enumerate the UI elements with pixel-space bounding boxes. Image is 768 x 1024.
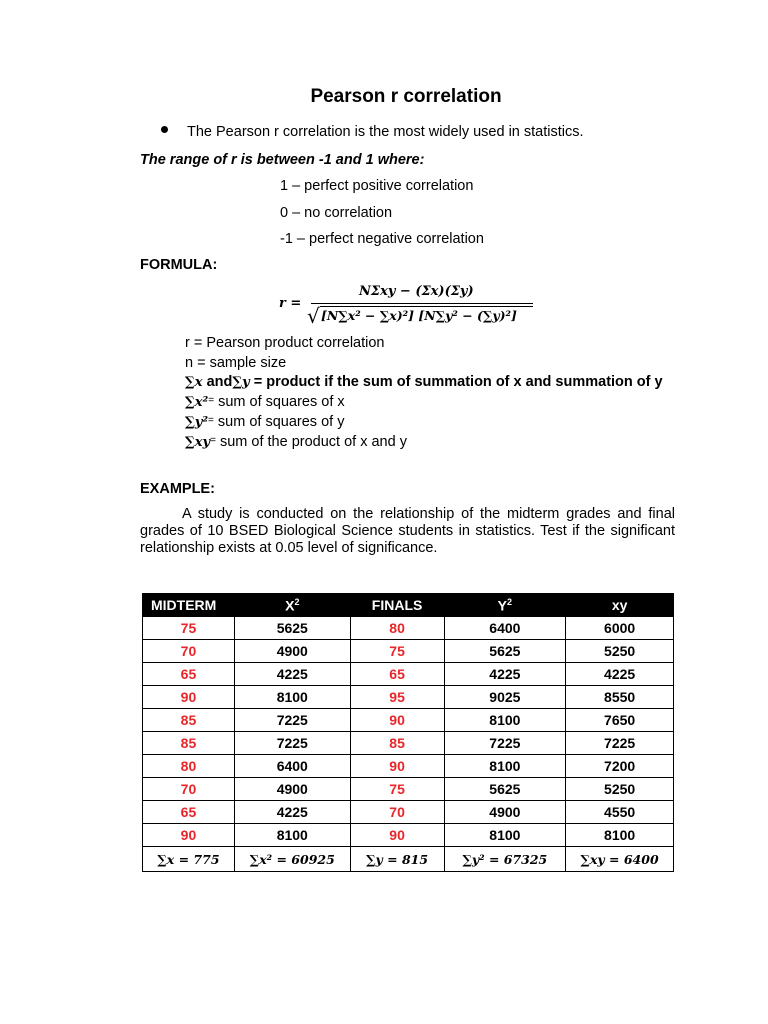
equals-sign: =	[208, 415, 214, 426]
table-cell: 5250	[566, 778, 674, 801]
table-cell: 4225	[234, 801, 350, 824]
table-cell: 8100	[234, 824, 350, 847]
table-cell: 80	[350, 617, 444, 640]
sum-y2: ∑y² = 67325	[444, 847, 566, 872]
table-row	[143, 755, 674, 778]
table-cell: 8550	[566, 686, 674, 709]
table-row	[143, 686, 674, 709]
formula-numerator: NΣxy − (Σx)(Σy)	[359, 284, 474, 299]
table-row	[143, 617, 674, 640]
table-cell: 65	[143, 801, 235, 824]
definition-symbol: ∑x²	[185, 395, 209, 410]
table-cell: 90	[350, 824, 444, 847]
table-cell: 4900	[234, 640, 350, 663]
header-x2-label: X	[285, 597, 295, 614]
table-cell: 7200	[566, 755, 674, 778]
table-cell: 8100	[234, 686, 350, 709]
table-cell: 70	[350, 801, 444, 824]
table-cell: 9025	[444, 686, 566, 709]
table-row	[143, 732, 674, 755]
range-item: 0 – no correlation	[280, 205, 393, 221]
sqrt-icon: √	[307, 304, 320, 328]
table-header-row	[143, 594, 674, 617]
sum-xy: ∑xy = 6400	[566, 847, 674, 872]
definition-sum-y2	[185, 414, 344, 430]
table-cell: 5250	[566, 640, 674, 663]
definition-n: n = sample size	[185, 355, 287, 371]
definition-sum-xy-product	[185, 434, 407, 450]
table-cell: 7225	[234, 709, 350, 732]
table-row	[143, 663, 674, 686]
table-row	[143, 824, 674, 847]
definition-r: r = Pearson product correlation	[185, 335, 385, 351]
definition-sum-x2	[185, 394, 345, 410]
table-sum-row	[143, 847, 674, 872]
table-row	[143, 709, 674, 732]
table-cell: 90	[350, 755, 444, 778]
header-midterm: MIDTERM	[143, 594, 235, 617]
definition-symbol: ∑x	[185, 375, 203, 390]
table-cell: 4225	[444, 663, 566, 686]
table-cell: 7650	[566, 709, 674, 732]
table-row	[143, 778, 674, 801]
table-cell: 5625	[444, 778, 566, 801]
range-item: 1 – perfect positive correlation	[280, 178, 474, 194]
header-x2-sup: 2	[294, 596, 300, 607]
table-cell: 85	[143, 709, 235, 732]
table-row	[143, 801, 674, 824]
table-cell: 8100	[444, 755, 566, 778]
bullet-icon	[161, 126, 168, 133]
header-finals: FINALS	[350, 594, 444, 617]
header-xy: xy	[566, 594, 674, 617]
equals-sign: =	[210, 435, 216, 446]
table-cell: 95	[350, 686, 444, 709]
table-cell: 80	[143, 755, 235, 778]
table-cell: 6400	[234, 755, 350, 778]
example-text: A study is conducted on the relationship of the midterm grades and final grades of 10 BSED Biological Science students in statistics. Test if the significant relationship exists at 0.05 level of significance.	[140, 506, 675, 556]
table-cell: 4900	[444, 801, 566, 824]
definition-text: sum of the product of x and y	[219, 434, 407, 450]
formula-denominator: [N∑x² − ∑x)²] [N∑y² − (∑y)²]	[321, 308, 517, 323]
range-item: -1 – perfect negative correlation	[280, 231, 484, 247]
table-cell: 4900	[234, 778, 350, 801]
table-cell: 90	[143, 686, 235, 709]
definition-and: and	[206, 374, 233, 390]
sqrt-overline	[320, 306, 533, 307]
table-cell: 90	[350, 709, 444, 732]
table-cell: 75	[143, 617, 235, 640]
table-cell: 4225	[234, 663, 350, 686]
table-cell: 8100	[444, 709, 566, 732]
table-cell: 7225	[566, 732, 674, 755]
table-cell: 85	[350, 732, 444, 755]
table-cell: 85	[143, 732, 235, 755]
table-cell: 4550	[566, 801, 674, 824]
header-y2-label: Y	[497, 597, 508, 614]
equals-sign: =	[208, 395, 215, 406]
table-cell: 5625	[234, 617, 350, 640]
formula-label: FORMULA:	[140, 257, 218, 273]
table-cell: 75	[350, 778, 444, 801]
definition-text: = product if the sum of summation of x and summation of y	[253, 374, 663, 390]
table-cell: 65	[143, 663, 235, 686]
table-cell: 75	[350, 640, 444, 663]
fraction-bar	[311, 303, 533, 304]
table-cell: 65	[350, 663, 444, 686]
table-cell: 5625	[444, 640, 566, 663]
range-heading: The range of r is between -1 and 1 where:	[140, 152, 425, 168]
definition-symbol: ∑y	[232, 375, 250, 390]
table-cell: 7225	[234, 732, 350, 755]
table-cell: 4225	[566, 663, 674, 686]
table-cell: 7225	[444, 732, 566, 755]
table-row	[143, 640, 674, 663]
sum-y: ∑y = 815	[350, 847, 444, 872]
table-cell: 90	[143, 824, 235, 847]
page-title: Pearson r correlation	[310, 86, 502, 107]
table-cell: 70	[143, 778, 235, 801]
header-y2	[444, 594, 566, 617]
definition-text: sum of squares of x	[218, 394, 345, 410]
definition-text: sum of squares of y	[217, 414, 345, 430]
table-cell: 8100	[566, 824, 674, 847]
definition-symbol: ∑y²	[185, 415, 209, 430]
header-x2	[234, 594, 350, 617]
formula-lhs: r =	[279, 296, 302, 311]
sum-x2: ∑x² = 60925	[234, 847, 350, 872]
table-cell: 6400	[444, 617, 566, 640]
intro-text: The Pearson r correlation is the most widely used in statistics.	[187, 124, 584, 140]
sum-x: ∑x = 775	[143, 847, 235, 872]
table-cell: 70	[143, 640, 235, 663]
header-y2-sup: 2	[507, 596, 513, 607]
definition-symbol: ∑xy	[185, 435, 211, 450]
example-label: EXAMPLE:	[140, 481, 215, 497]
definition-sum-xy	[185, 374, 663, 390]
table-cell: 6000	[566, 617, 674, 640]
table-cell: 8100	[444, 824, 566, 847]
data-table	[142, 593, 674, 872]
